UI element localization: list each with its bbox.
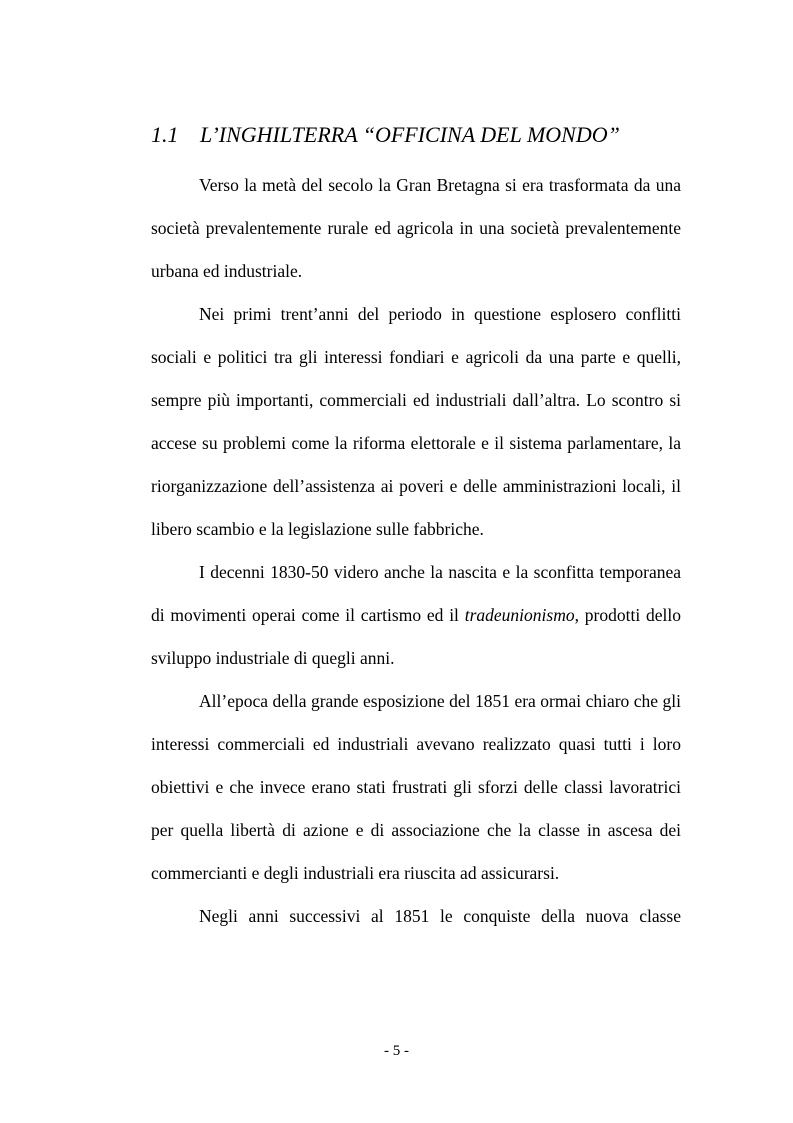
paragraph-1: Verso la metà del secolo la Gran Bretagna si era trasformata da una società prevalentemente rurale ed agricola in una società prevalentemente urbana ed industriale. (151, 175, 681, 281)
section-heading (151, 121, 691, 149)
paragraph-3-italic-term: tradeunionismo (464, 605, 575, 625)
section-title: L’INGHILTERRA “OFFICINA DEL MONDO” (200, 122, 620, 147)
section-number: 1.1 (151, 122, 179, 147)
paragraph-3-text-end: , prodotti dello sviluppo industriale di quegli anni. (151, 605, 681, 668)
body-text (151, 164, 681, 981)
paragraph-3-text-start: I decenni 1830-50 videro anche la nascita e la sconfitta temporanea di movimenti operai come il cartismo ed il (151, 562, 681, 625)
paragraph-3 (151, 551, 681, 680)
paragraph-5: Negli anni successivi al 1851 le conquiste della nuova classe (199, 906, 681, 926)
paragraph-4: All’epoca della grande esposizione del 1851 era ormai chiaro che gli interessi commerciali ed industriali avevano realizzato quasi tutti i loro obiettivi e che invece erano stati frustrati gli sforzi delle classi lavoratrici per quella libertà di azione e di associazione che la classe in ascesa dei commercianti e degli industriali era riuscita ad assicurarsi. (151, 691, 681, 883)
page-number: - 5 - (384, 1043, 409, 1059)
paragraph-2: Nei primi trent’anni del periodo in questione esplosero conflitti sociali e politici tra gli interessi fondiari e agricoli da una parte e quelli, sempre più importanti, commerciali ed industriali dall’altra. Lo scontro si accese su problemi come la riforma elettorale e il sistema parlamentare, la riorganizzazione dell’assistenza ai poveri e delle amministrazioni locali, il libero scambio e la legislazione sulle fabbriche. (151, 304, 681, 539)
